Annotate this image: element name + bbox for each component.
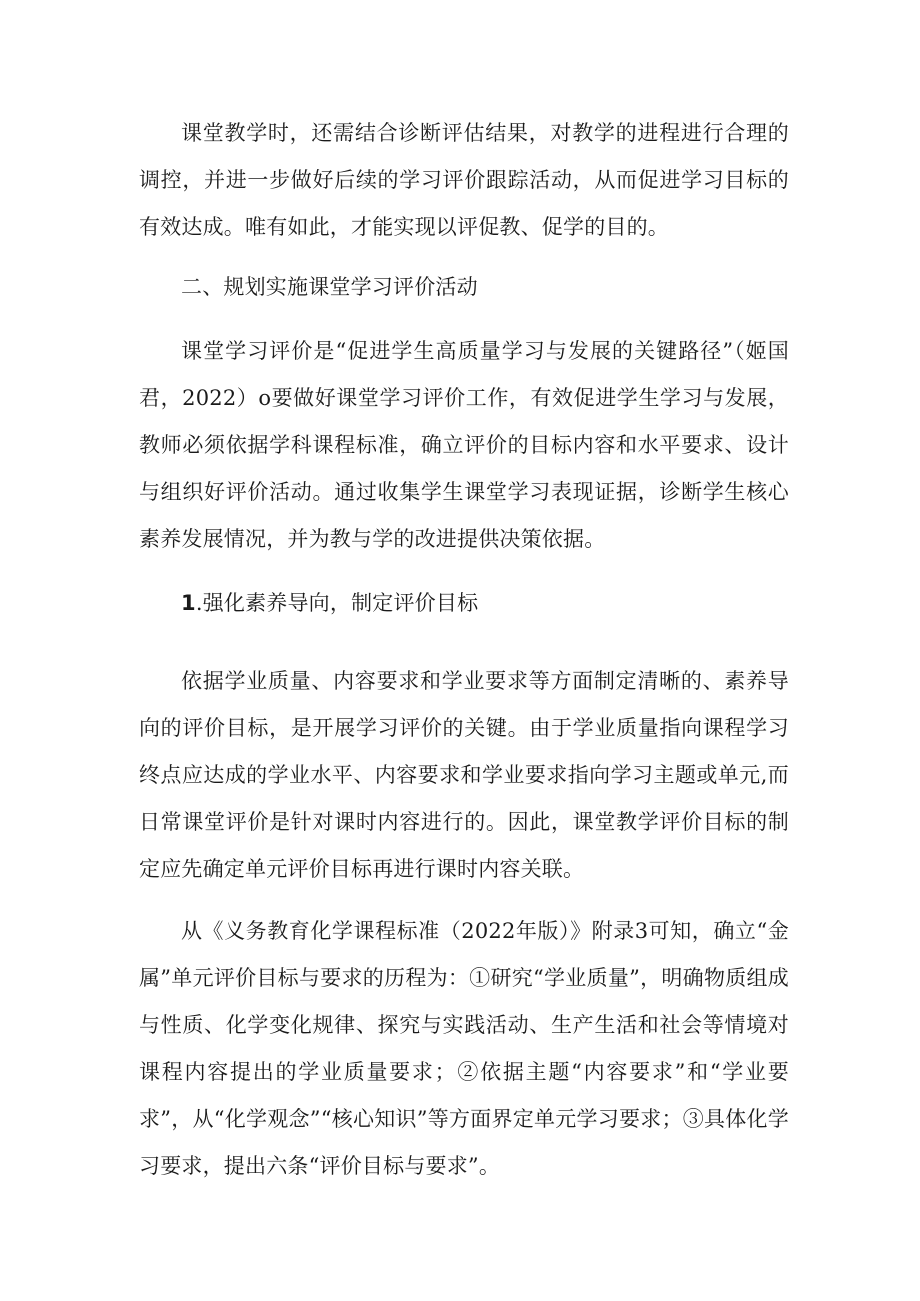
subsection-number: 1 xyxy=(181,591,196,615)
paragraph-evaluation-definition: 课堂学习评价是“促进学生高质量学习与发展的关键路径”（姬国君，2022）o要做好课堂学习评价工作，有效促进学生学习与发展，教师必须依据学科课程标准，确立评价的目标内容和水平要求、设计与组织好评价活动。通过收集学生课堂学习表现证据，诊断学生核心素养发展情况，并为教与学的改进提供决策依据。 xyxy=(139,339,789,551)
paragraph-evaluation-goals: 依据学业质量、内容要求和学业要求等方面制定清晰的、素养导向的评价目标，是开展学习评价的关键。由于学业质量指向课程学习终点应达成的学业水平、内容要求和学业要求指向学习主题或单元,而日常课堂评价是针对课时内容进行的。因此，课堂教学评价目标的制定应先确定单元评价目标再进行课时内容关联。 xyxy=(139,669,789,881)
paragraph-classroom-regulation: 课堂教学时，还需结合诊断评估结果，对教学的进程进行合理的调控，并进一步做好后续的学习评价跟踪活动，从而促进学习目标的有效达成。唯有如此，才能实现以评促教、促学的目的。 xyxy=(139,121,789,239)
subsection-heading-one xyxy=(139,580,789,627)
section-heading-two: 二、规划实施课堂学习评价活动 xyxy=(181,275,478,299)
paragraph-metal-unit: 从《义务教育化学课程标准（2022年版）》附录3可知，确立“金属”单元评价目标与要求的历程为：①研究“学业质量”，明确物质组成与性质、化学变化规律、探究与实践活动、生产生活和社会等情境对课程内容提出的学业质量要求；②依据主题“内容要求”和“学业要求”，从“化学观念”“核心知识”等方面界定单元学习要求；③具体化学习要求，提出六条“评价目标与要求”。 xyxy=(139,919,789,1178)
subsection-title: .强化素养导向，制定评价目标 xyxy=(195,591,479,615)
